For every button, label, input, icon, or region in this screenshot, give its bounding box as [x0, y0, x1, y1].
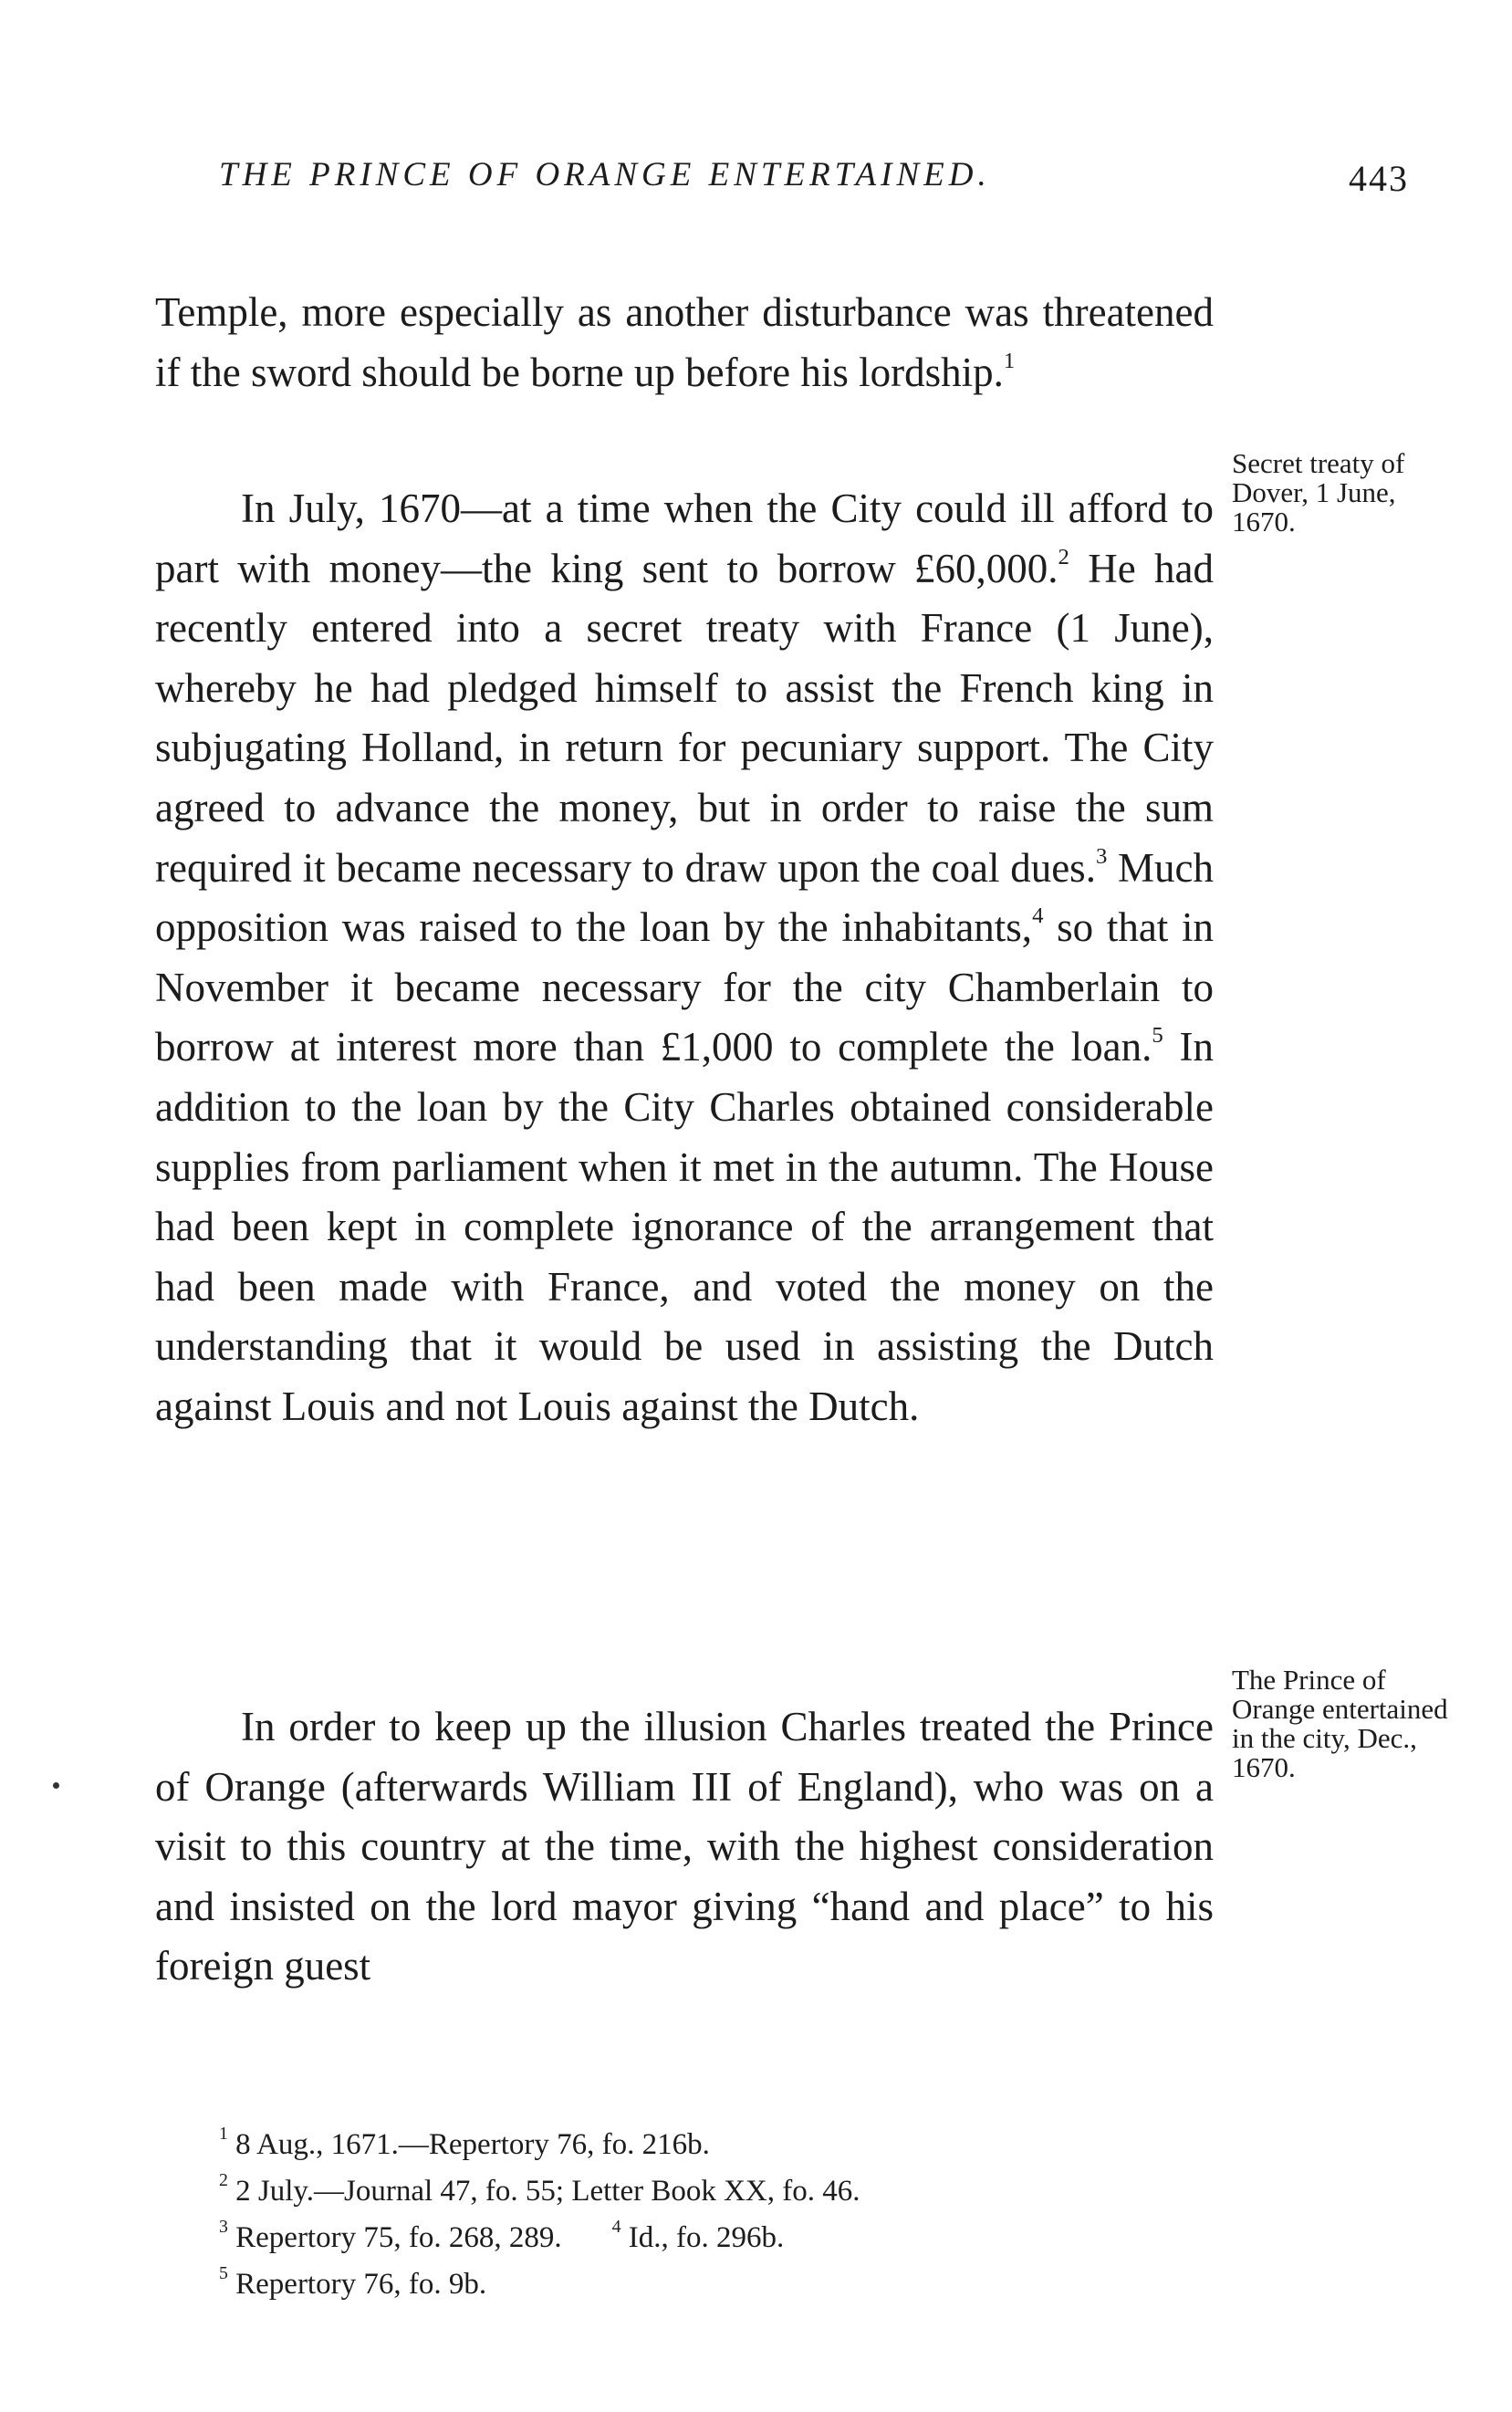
- paragraph-2-text-c: Much opposition was raised to the loan by the inhabitants,: [155, 844, 1214, 951]
- paragraph-2: [155, 479, 1214, 1437]
- footnote-ref-3: 3: [1095, 843, 1108, 869]
- footnote-2: [219, 2168, 1131, 2215]
- paragraph-1: [155, 283, 1214, 402]
- running-head: THE PRINCE OF ORANGE ENTERTAINED.: [219, 156, 991, 193]
- margin-note-treaty-of-dover: Secret treaty of Dover, 1 June, 1670.: [1232, 447, 1405, 538]
- paragraph-3-text: In order to keep up the illusion Charles treated the Prince of Orange (afterwards William III of England), who was on a visit to this country at the time, with the highest consideration and insisted on the lord mayor giving “hand and place” to his foreign guest: [155, 1704, 1214, 1989]
- footnote-1-mark: 1: [219, 2124, 228, 2145]
- paragraph-2-text-e: In addition to the loan by the City Charles obtained considerable supplies from parliament when it met in the autumn. The House had been kept in complete ignorance of the arrangement that had been made with France, and voted the money on the understanding that it would be used in assisting the Dutch against Louis and not Louis against the Dutch.: [155, 1024, 1214, 1429]
- paragraph-2-text-a: In July, 1670—at a time when the City could ill afford to part with money—the king sent to borrow £60,000.: [155, 486, 1214, 591]
- paragraph-2-text-d: so that in November it became necessary for the city Chamberlain to borrow at interest more than £1,000 to complete the loan.: [155, 904, 1214, 1070]
- paragraph-3: [155, 1697, 1214, 1997]
- margin-note-prince-of-orange: The Prince of Orange entertained in the city, Dec., 1670.: [1232, 1664, 1448, 1783]
- footnote-ref-1: 1: [1003, 348, 1016, 373]
- footnote-ref-4: 4: [1032, 903, 1044, 929]
- footnote-2-mark: 2: [219, 2170, 228, 2191]
- footnotes: [219, 2122, 1131, 2308]
- footnote-5: [219, 2261, 1131, 2308]
- footnote-5-text: Repertory 76, fo. 9b.: [235, 2268, 487, 2301]
- paragraph-2-text-b: He had recently entered into a secret treaty with France (1 June), whereby he had pledged himself to assist the French king in subjugating Holland, in return for pecuniary support. The City agreed to advance the money, but in order to raise the sum required it became necessary to draw upon the coal dues.: [155, 545, 1214, 891]
- footnote-3-text: Repertory 75, fo. 268, 289.: [235, 2221, 562, 2254]
- footnote-1: [219, 2122, 1131, 2168]
- footnote-3-4: [219, 2215, 1131, 2261]
- footnote-3-mark: 3: [219, 2217, 228, 2238]
- footnote-2-text: 2 July.—Journal 47, fo. 55; Letter Book XX, fo. 46.: [235, 2175, 860, 2208]
- footnote-1-text: 8 Aug., 1671.—Repertory 76, fo. 216b.: [235, 2128, 710, 2161]
- footnote-ref-5: 5: [1152, 1023, 1163, 1049]
- footnote-4-mark: 4: [611, 2217, 621, 2238]
- footnote-4-text: Id., fo. 296b.: [628, 2221, 785, 2254]
- footnote-5-mark: 5: [219, 2263, 228, 2284]
- page-number: 443: [1349, 158, 1409, 199]
- footnote-ref-2: 2: [1058, 544, 1069, 569]
- stray-ink-mark: [53, 1782, 59, 1789]
- paragraph-1-text: Temple, more especially as another disturbance was threatened if the sword should be borne up before his lordship.: [155, 289, 1214, 395]
